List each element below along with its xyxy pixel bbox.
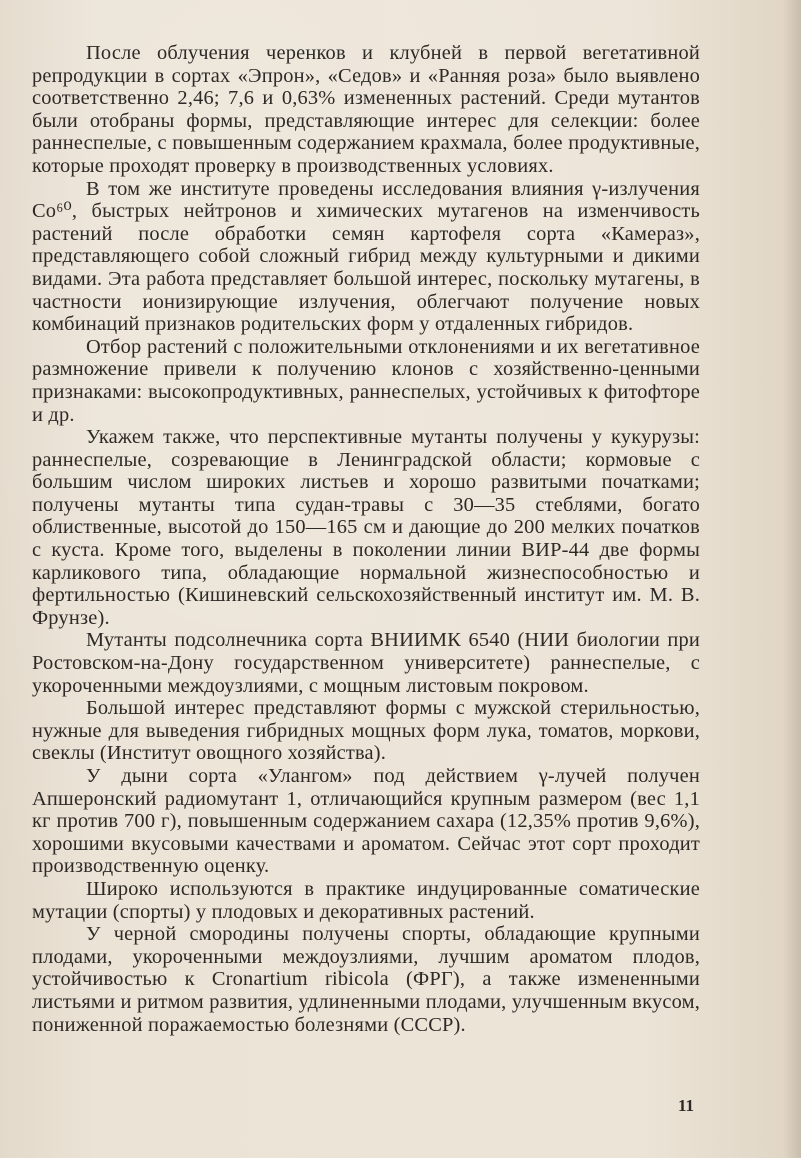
paragraph: Широко используются в практике индуцированные соматические мутации (спорты) у плодовых и декоративных растений. — [32, 877, 700, 923]
page-number: 11 — [678, 1096, 695, 1115]
page-edge-shadow — [783, 0, 801, 1158]
paragraph: У дыни сорта «Улангом» под действием γ-лучей получен Апшеронский радиомутант 1, отличающийся крупным размером (вес 1,1 кг против 700 г), повышенным содержанием сахара (12,35% против 9,6%), хорошими вкусовыми качествами и ароматом. Сейчас этот сорт проходит производственную оценку. — [32, 765, 700, 878]
paragraph: Отбор растений с положительными отклонениями и их вегетативное размножение привели к получению клонов с хозяйственно-ценными признаками: высокопродуктивных, раннеспелых, устойчивых к фитофторе и др. — [32, 335, 700, 426]
paragraph: Укажем также, что перспективные мутанты получены у кукурузы: раннеспелые, созревающие в Ленинградской области; кормовые с большим числом широких листьев и хорошо развитыми початками; получены мутанты типа судан-травы с 30—35 стеблями, богато облиственные, высотой до 150—165 см и дающие до 200 мелких початков с куста. Кроме того, выделены в поколении линии ВИР-44 две формы карликового типа, обладающие нормальной жизнеспособностью и фертильностью (Кишиневский сельскохозяйственный институт им. М. В. Фрунзе). — [32, 426, 700, 629]
paragraph: Большой интерес представляют формы с мужской стерильностью, нужные для выведения гибридных мощных форм лука, томатов, моркови, свеклы (Институт овощного хозяйства). — [32, 697, 700, 765]
paragraph: Мутанты подсолнечника сорта ВНИИМК 6540 (НИИ биологии при Ростовском-на-Дону государственном университете) раннеспелые, с укороченными междоузлиями, с мощным листовым покровом. — [32, 629, 700, 697]
paragraph: У черной смородины получены спорты, обладающие крупными плодами, укороченными междоузлиями, лучшим ароматом плодов, устойчивостью к Cronartium ribicola (ФРГ), а также измененными листьями и ритмом развития, удлиненными плодами, улучшенным вкусом, пониженной поражаемостью болезнями (СССР). — [32, 923, 700, 1036]
paragraph: После облучения черенков и клубней в первой вегетативной репродукции в сортах «Эпрон», «Седов» и «Ранняя роза» было выявлено соответственно 2,46; 7,6 и 0,63% измененных растений. Среди мутантов были отобраны формы, представляющие интерес для селекции: более раннеспелые, с повышенным содержанием крахмала, более продуктивные, которые проходят проверку в производственных условиях. — [32, 42, 700, 177]
paragraph: В том же институте проведены исследования влияния γ-излучения Co⁶⁰, быстрых нейтронов и химических мутагенов на изменчивость растений после обработки семян картофеля сорта «Камераз», представляющего собой сложный гибрид между культурными и дикими видами. Эта работа представляет большой интерес, поскольку мутагены, в частности ионизирующие излучения, облегчают получение новых комбинаций признаков родительских форм у отдаленных гибридов. — [32, 177, 700, 336]
body-text — [32, 42, 700, 1036]
